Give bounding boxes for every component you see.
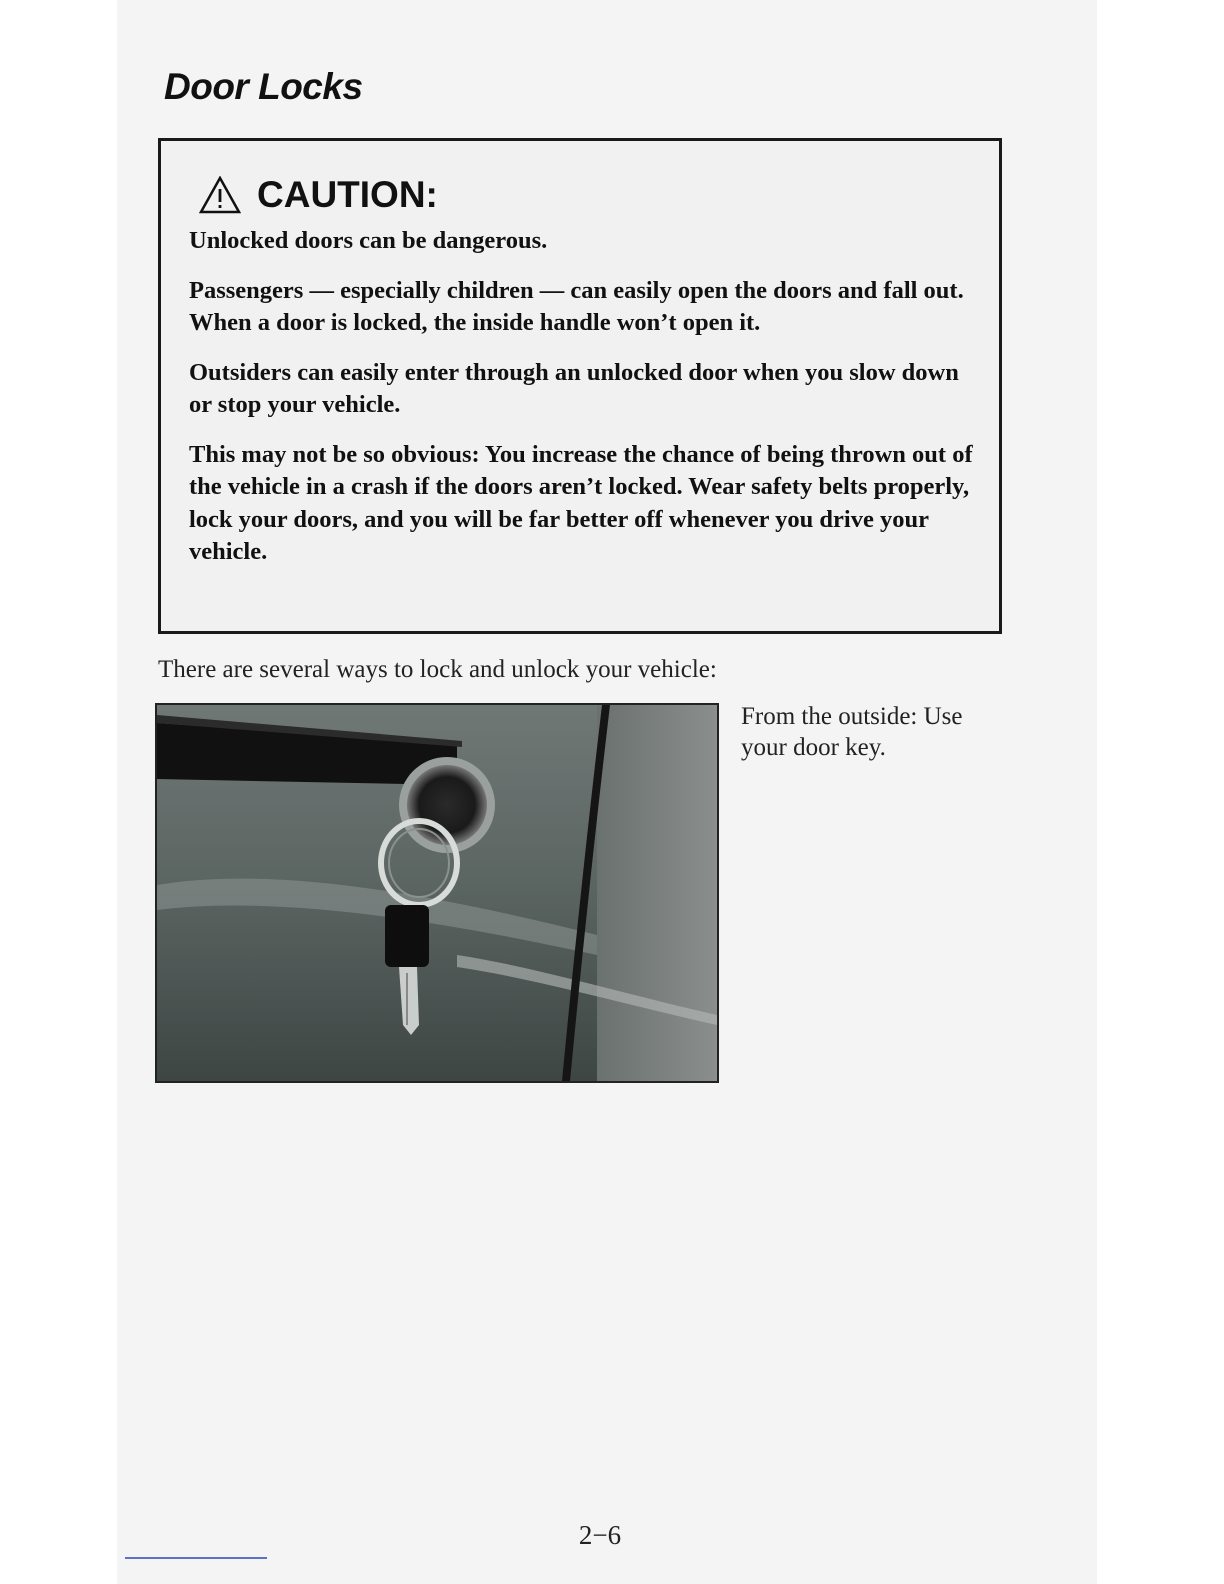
caution-label: CAUTION: <box>257 174 438 215</box>
intro-text: There are several ways to lock and unlock your vehicle: <box>158 656 717 683</box>
caution-paragraph: Unlocked doors can be dangerous. <box>189 227 548 254</box>
figure-caption: From the outside: Use your door key. <box>741 703 963 761</box>
page-number: 2−6 <box>578 1520 622 1550</box>
warning-triangle-icon <box>199 176 241 214</box>
caution-paragraph: Passengers — especially children — can easily open the doors and fall out. When a door is locked, the inside handle won’t open it. <box>189 276 964 336</box>
door-lock-with-key-illustration <box>157 705 717 1081</box>
caution-paragraph: Outsiders can easily enter through an unlocked door when you slow down or stop your vehicle. <box>189 358 959 418</box>
caution-body <box>189 225 979 586</box>
page-title: Door Locks <box>164 66 363 107</box>
caution-box <box>158 138 1002 634</box>
door-key-photo <box>155 703 719 1083</box>
footer-rule <box>125 1557 267 1559</box>
caution-header <box>199 174 438 216</box>
caution-paragraph: This may not be so obvious: You increase the chance of being thrown out of the vehicle in a crash if the doors aren’t locked. Wear safety belts properly, lock your doors, and you will be far better off whenever you drive your vehicle. <box>189 440 973 565</box>
